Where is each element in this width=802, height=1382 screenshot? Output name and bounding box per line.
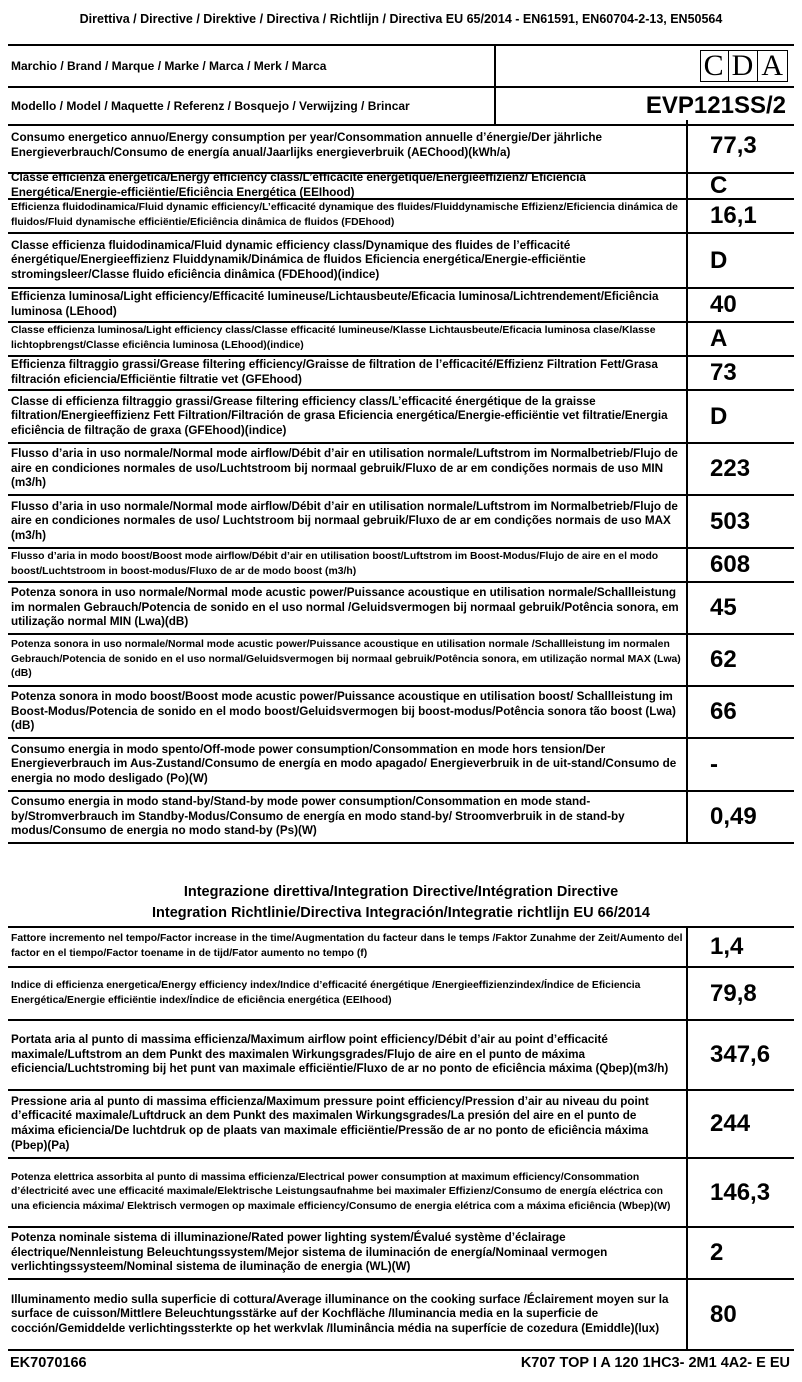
row-value: 80	[710, 1300, 737, 1328]
row-label: Indice di efficienza energetica/Energy efficiency index/Indice d’efficacité énergétique /Energieeffizienzindex/Índice de Eficiencia Energética/Energie efficiëntie index/Índice de eficiência energética (EEIhood)	[8, 968, 688, 1019]
logo-letter: C	[703, 49, 725, 82]
table-row	[8, 200, 794, 234]
row-label: Classe di efficienza filtraggio grassi/Grease filtering efficiency class/L’efficacité énergétique de la graisse filtration/Energieeffizienz Fett Filtration/Filtración de grasa Eficiencia energética/Energie-efficiëntie vet filtratie/Energia eficiência de filtração de graxa (GFEhood)(indice)	[8, 391, 688, 442]
table-row	[8, 1021, 794, 1091]
row-value: D	[710, 246, 728, 274]
table-row	[8, 323, 794, 357]
table-row	[8, 1280, 794, 1351]
row-value: 0,49	[710, 803, 757, 830]
row-label: Pressione aria al punto di massima efficienza/Maximum pressure point efficiency/Pression d’air au niveau du point d’efficacité maximale/Luftdruck an dem Punkt des maximalen Wirkungsgrades/La presión del aire en el punto de máxima eficiencia/De luchtdruk op de plaats van maximale efficiëntie/Pressão de ar no ponto de eficiência máxima (Pbep)(Pa)	[8, 1091, 688, 1157]
row-label: Potenza elettrica assorbita al punto di massima efficienza/Electrical power consumption at maximum efficiency/Consommation d’électricité avec une efficacité maximale/Elektrische Leistungsaufnahme bei maximaler Effizienz/Consumo de energía eléctrica con una eficiencia máxima/ Elektrisch vermogen op maximale efficiency/Consumo de energia elétrica com a máxima eficiência (Wbep)(W)	[8, 1159, 688, 1226]
row-value: 1,4	[710, 933, 744, 960]
row-value: 45	[710, 594, 737, 621]
row-label: Efficienza filtraggio grassi/Grease filtering efficiency/Graisse de filtration de l’efficacité/Effizienz Filtration Fett/Grasa filtración eficiencia/Efficiëntie filtratie vet (GFEhood)	[8, 357, 688, 389]
row-value: 347,6	[710, 1041, 771, 1068]
brand-row	[8, 46, 794, 88]
row-value: D	[710, 402, 728, 430]
footer-code-right: K707 TOP I A 120 1HC3- 2M1 4A2- E EU	[520, 1355, 790, 1371]
row-value: 77,3	[710, 132, 757, 159]
row-label: Classe efficienza fluidodinamica/Fluid dynamic efficiency class/Dynamique des fluides de l’efficacité énergétique/Energieeffizienz Fluiddynamik/Dinámica de fluidos Eficiencia energética/Energie-efficiëntie stromingsleer/Classe fluido eficiência dinâmica (FDEhood)(indice)	[8, 234, 688, 287]
table-row	[8, 444, 794, 496]
row-label: Flusso d’aria in modo boost/Boost mode airflow/Débit d’air en utilisation boost/Luftstrom im Boost-Modus/Flujo de aire en el modo boost/Luchtstroom in boost-modus/Fluxo de ar de modo boost (m3/h)	[8, 549, 688, 581]
row-label: Potenza sonora in modo boost/Boost mode acustic power/Puissance acoustique en utilisation boost/ Schallleistung im Boost-Modus/Potencia de sonido en el modo boost/Geluidsvermogen bij boost-modus/Potência sonora tão boost (Lwa)(dB)	[8, 687, 688, 737]
row-value: 244	[710, 1110, 751, 1137]
row-label: Consumo energetico annuo/Energy consumption per year/Consommation annuelle d’énergie/Der jährliche Energieverbrauch/Consumo de energía anual/Jaarlijks energieverbruik (AEChood)(kWh/a)	[8, 120, 688, 172]
row-value: 66	[710, 698, 737, 725]
model-label: Modello / Model / Maquette / Referenz / Bosquejo / Verwijzing / Brincar	[8, 88, 496, 124]
row-value: 73	[710, 359, 737, 386]
row-label: Classe efficienza energetica/Energy efficiency class/L’efficacité énergétique/Energieeffizienz/ Eficiencia Energética/Energie-efficiëntie/Eficiência Energética (EEIhood)	[8, 174, 688, 198]
product-info-table	[8, 44, 794, 126]
row-value: 16,1	[710, 202, 757, 229]
row-value: 223	[710, 455, 751, 482]
row-value: 2	[710, 1239, 724, 1266]
row-label: Potenza sonora in uso normale/Normal mode acustic power/Puissance acoustique en utilisation normale /Schallleistung im normalen Gebrauch/Potencia de sonido en el uso normal/Geluidsvermogen bij normaal gebruik/Potência sonora, em utilização normal MAX (Lwa)(dB)	[8, 635, 688, 685]
row-label: Classe efficienza luminosa/Light efficiency class/Classe efficacité lumineuse/Klasse Lichtausbeute/Eficacia luminosa clase/Klasse lichtopbrengst/Classe eficiência luminosa (LEhood)(indice)	[8, 323, 688, 355]
integration-title-2: Integration Richtlinie/Directiva Integración/Integratie richtlijn EU 66/2014	[152, 905, 650, 921]
logo-letter: A	[757, 51, 787, 81]
row-label: Portata aria al punto di massima efficienza/Maximum airflow point efficiency/Débit d’air au point d’efficacité maximale/Luftstrom an dem Punkt des maximalen Wirkungsgrades/Flujo de aire en el punto de máxima eficiencia/Luchtstroming bij het punt van maximale efficiëntie/Fluxo de ar no ponto de eficiência máxima (Qbep)(m3/h)	[8, 1021, 688, 1089]
row-label: Consumo energia in modo spento/Off-mode power consumption/Consommation en mode hors tension/Der Energieverbrauch im Aus-Zustand/Consumo de energía en modo apagado/ Energieverbruik in de uit-stand/Consumo de energia no modo desligado (Po)(W)	[8, 739, 688, 790]
brand-label: Marchio / Brand / Marque / Marke / Marca / Merk / Marca	[8, 46, 496, 86]
integration-title-1: Integrazione direttiva/Integration Directive/Intégration Directive	[183, 884, 619, 900]
energy-values-table	[8, 120, 794, 844]
table-row	[8, 1228, 794, 1280]
table-row	[8, 583, 794, 635]
directive-header: Direttiva / Directive / Direktive / Directiva / Richtlijn / Directiva EU 65/2014 - EN61591, EN60704-2-13, EN50564	[79, 12, 723, 26]
row-value: 146,3	[710, 1178, 771, 1206]
integration-values-table	[8, 926, 794, 1351]
table-row	[8, 496, 794, 549]
row-label: Fattore incremento nel tempo/Factor increase in the time/Augmentation du facteur dans le temps /Faktor Zunahme der Zeit/Aumento del factor en el tiempo/Factor toename in de tijd/Fator aumento no tempo (f)	[8, 928, 688, 966]
footer-code-left: EK7070166	[10, 1355, 87, 1371]
row-value: C	[710, 172, 728, 199]
table-row	[8, 120, 794, 174]
row-label: Potenza nominale sistema di illuminazione/Rated power lighting system/Évalué système d’éclairage électrique/Nennleistung Beleuchtungssystem/Mejor sistema de iluminación de energía/Nominaal vermogen verlichtingssysteem/Nominal sistema de iluminação de energia (WL)(W)	[8, 1228, 688, 1278]
table-row	[8, 171, 794, 200]
brand-logo	[496, 46, 794, 86]
row-value: 608	[710, 551, 751, 578]
table-row	[8, 234, 794, 289]
row-value: 79,8	[710, 979, 757, 1007]
table-row	[8, 687, 794, 739]
row-label: Flusso d’aria in uso normale/Normal mode airflow/Débit d’air en utilisation normale/Luftstrom im Normalbetrieb/Flujo de aire en condiciones normales de uso/ Luchtstroom bij normaal gebruik/Fluxo de ar em condições normais de uso MAX (m3/h)	[8, 496, 688, 547]
row-label: Illuminamento medio sulla superficie di cottura/Average illuminance on the cooking surface /Éclairement moyen sur la surface de cuisson/Mittlere Beleuchtungsstärke auf der Kochfläche /Iluminancia media en la superficie de cocción/Gemiddelde verlichtingssterkte op het werkvlak /Iluminância média na superfície de cozedura (Emiddle)(lux)	[8, 1280, 688, 1349]
table-row	[8, 968, 794, 1021]
table-row	[8, 739, 794, 792]
model-value: EVP121SS/2	[645, 92, 786, 119]
table-row	[8, 1159, 794, 1228]
table-row	[8, 792, 794, 844]
row-label: Consumo energia in modo stand-by/Stand-by mode power consumption/Consommation en mode stand-by/Stromverbrauch im Standby-Modus/Consumo de energía en modo stand-by/ Stroomverbruik in de stand-by modus/Consumo de energia no modo stand-by (Ps)(W)	[8, 792, 688, 842]
row-value: 503	[710, 507, 751, 535]
table-row	[8, 1091, 794, 1159]
row-label: Potenza sonora in uso normale/Normal mode acustic power/Puissance acoustique en utilisation normale/Schallleistung im normalen Gebrauch/Potencia de sonido en el uso normal /Geluidsvermogen bij normaal gebruik/Potência sonora, em utilização normal MIN (Lwa)(dB)	[8, 583, 688, 633]
row-value: 62	[710, 646, 737, 673]
table-row	[8, 635, 794, 687]
table-row	[8, 549, 794, 583]
row-label: Flusso d’aria in uso normale/Normal mode airflow/Débit d’air en utilisation normale/Luftstrom im Normalbetrieb/Flujo de aire en condiciones normales de uso/Luchtstroom bij normaal gebruik/Fluxo de ar em condições normais de uso MIN (m3/h)	[8, 444, 688, 494]
logo-letter: D	[728, 51, 758, 81]
row-value: A	[710, 325, 728, 352]
cda-logo	[700, 50, 788, 82]
table-row	[8, 928, 794, 968]
table-row	[8, 289, 794, 323]
table-row	[8, 357, 794, 391]
table-row	[8, 391, 794, 444]
row-value: -	[710, 750, 718, 778]
row-label: Efficienza luminosa/Light efficiency/Efficacité lumineuse/Lichtausbeute/Eficacia luminosa/Lichtrendement/Eficiência luminosa (LEhood)	[8, 289, 688, 321]
row-value: 40	[710, 291, 737, 318]
row-label: Efficienza fluidodinamica/Fluid dynamic efficiency/L’efficacité dynamique des fluides/Fluiddynamische Effizienz/Eficiencia dinámica de fluidos/Fluid dynamische efficiëntie/Eficiência dinâmica de fluidos (FDEhood)	[8, 200, 688, 232]
